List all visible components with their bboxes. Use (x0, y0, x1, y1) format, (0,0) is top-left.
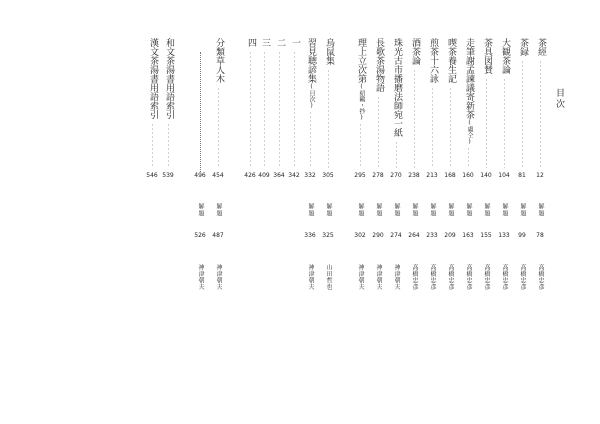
toc-author: 神津朝夫 (215, 264, 222, 290)
toc-commentary-label: 解題 (501, 203, 508, 217)
toc-commentary-page: 264 (408, 232, 420, 239)
toc-leader-dots (450, 87, 451, 168)
toc-leader-dots (310, 111, 311, 168)
toc-page-number: 270 (390, 172, 402, 179)
toc-page-number: 168 (444, 172, 456, 179)
toc-commentary-label: 解題 (483, 203, 490, 217)
toc-entry-title-text: 酒茶論 (410, 38, 420, 65)
toc-entry-subtitle: (紹鷗・抄) (358, 83, 365, 121)
toc-entry-title (374, 38, 383, 92)
toc-leader-dots (414, 69, 415, 168)
toc-page-number: 213 (426, 172, 438, 179)
toc-commentary-page: 209 (444, 232, 456, 239)
toc-entry-title-text: 一 (290, 38, 300, 47)
toc-author: 高橋忠彥 (483, 264, 490, 290)
toc-entry-title-text: 珠光古市播磨法師宛一紙 (392, 38, 402, 137)
toc-entry-title (482, 38, 491, 74)
toc-entry-title-text: 二 (275, 38, 285, 47)
toc-author: 神津朝夫 (307, 264, 314, 290)
toc-commentary-page: 487 (212, 232, 224, 239)
toc-leader-dots (264, 51, 265, 168)
toc-entry-title (246, 38, 255, 47)
toc-page-number: 409 (258, 172, 270, 179)
toc-commentary-label: 解題 (325, 203, 332, 217)
toc-entry-title (518, 38, 527, 56)
toc-author: 高橋忠彥 (429, 264, 436, 290)
toc-commentary-page: 336 (304, 232, 316, 239)
toc-author: 高橋忠彥 (501, 264, 508, 290)
toc-entry-title-text: 茶録 (518, 38, 528, 56)
toc-commentary-label: 解題 (447, 203, 454, 217)
toc-entry-title (536, 38, 545, 56)
toc-page-number: 364 (273, 172, 285, 179)
toc-commentary-page: 325 (322, 232, 334, 239)
toc-entry-title-text: 喫茶養生記 (446, 38, 456, 83)
toc-entry-subtitle: (盧仝) (466, 119, 473, 145)
toc-entry-title (164, 38, 173, 119)
toc-page-number: 12 (536, 172, 544, 179)
toc-author: 高橋忠彥 (447, 264, 454, 290)
toc-entry-title (260, 38, 269, 47)
toc-leader-dots (396, 141, 397, 168)
toc-entry-title (500, 38, 509, 74)
toc-entry-title (428, 38, 437, 83)
toc-commentary-label: 解題 (357, 203, 364, 217)
toc-page-number: 342 (288, 172, 300, 179)
toc-leader-dots (200, 52, 202, 172)
toc-entry-title-text: 理上立次第 (356, 38, 366, 83)
toc-commentary-page: 99 (518, 232, 526, 239)
toc-author: 高橋忠彥 (465, 264, 472, 290)
toc-commentary-label: 解題 (215, 203, 222, 217)
toc-entry-title (275, 38, 284, 47)
toc-page-number: 238 (408, 172, 420, 179)
toc-commentary-label: 解題 (465, 203, 472, 217)
toc-commentary-label: 解題 (307, 203, 314, 217)
toc-entry-title-text: 和文茶湯書用語索引 (164, 38, 174, 119)
toc-author: 神津朝夫 (393, 264, 400, 290)
toc-commentary-label: 解題 (537, 203, 544, 217)
toc-commentary-page: 155 (480, 232, 492, 239)
toc-entry-title-text: 漢文茶湯書用語索引 (148, 38, 158, 119)
toc-leader-dots (432, 87, 433, 168)
toc-page-number: 546 (146, 172, 158, 179)
toc-page-number: 81 (518, 172, 526, 179)
toc-author: 神津朝夫 (375, 264, 382, 290)
toc-entry-title (324, 38, 333, 65)
toc-leader-dots (540, 60, 541, 168)
toc-entry-title (446, 38, 455, 83)
toc-author: 山田哲也 (325, 264, 332, 290)
toc-entry-title (148, 38, 157, 119)
toc-page-number: 426 (244, 172, 256, 179)
toc-page-number: 496 (194, 172, 206, 179)
toc-commentary-label: 解題 (411, 203, 418, 217)
toc-page-number: 295 (354, 172, 366, 179)
toc-commentary-label: 解題 (197, 203, 204, 217)
toc-leader-dots (218, 87, 219, 168)
toc-leader-dots (360, 123, 361, 168)
toc-entry-title-text: 三 (260, 38, 270, 47)
toc-entry-title-text: 茶經 (536, 38, 546, 56)
toc-leader-dots (294, 51, 295, 168)
toc-commentary-label: 解題 (375, 203, 382, 217)
toc-commentary-page: 274 (390, 232, 402, 239)
toc-leader-dots (168, 123, 169, 168)
toc-page-number: 104 (498, 172, 510, 179)
toc-commentary-page: 302 (354, 232, 366, 239)
toc-commentary-label: 解題 (393, 203, 400, 217)
toc-commentary-page: 78 (536, 232, 544, 239)
toc-entry-title-text: 四 (246, 38, 256, 47)
toc-entry-title (290, 38, 299, 47)
toc-commentary-page: 233 (426, 232, 438, 239)
toc-commentary-page: 526 (194, 232, 206, 239)
toc-entry-title (306, 38, 315, 109)
toc-entry-title-text: 習見聴諺集 (306, 38, 316, 83)
toc-entry-title (464, 38, 473, 145)
toc-leader-dots (152, 123, 153, 168)
toc-commentary-label: 解題 (519, 203, 526, 217)
toc-leader-dots (328, 69, 329, 168)
toc-entry-title-text: 大観茶論 (500, 38, 510, 74)
toc-entry-title-text: 分類草人木 (214, 38, 224, 83)
toc-leader-dots (504, 78, 505, 168)
toc-leader-dots (250, 51, 251, 168)
toc-leader-dots (486, 78, 487, 168)
toc-page-number: 160 (462, 172, 474, 179)
toc-author: 高橋忠彥 (537, 264, 544, 290)
toc-page-number: 332 (304, 172, 316, 179)
toc-commentary-page: 163 (462, 232, 474, 239)
toc-page-number: 140 (480, 172, 492, 179)
toc-commentary-page: 290 (372, 232, 384, 239)
toc-author: 高橋忠彥 (519, 264, 526, 290)
toc-entry-title-text: 長歌茶湯物語 (374, 38, 384, 92)
toc-leader-dots (378, 96, 379, 168)
toc-entry-title-text: 烏鼠集 (324, 38, 334, 65)
toc-entry-title-text: 茶具図賛 (482, 38, 492, 74)
toc-page-number: 278 (372, 172, 384, 179)
toc-commentary-page: 133 (498, 232, 510, 239)
toc-author: 神津朝夫 (197, 264, 204, 290)
toc-entry-title-text: 煎茶十六詠 (428, 38, 438, 83)
toc-entry-subtitle: (目次) (308, 83, 315, 109)
toc-page-number: 454 (212, 172, 224, 179)
toc-entry-title (214, 38, 223, 83)
toc-author: 高橋忠彥 (411, 264, 418, 290)
toc-page-number: 539 (162, 172, 174, 179)
toc-entry-title (392, 38, 401, 137)
toc-leader-dots (468, 147, 469, 168)
toc-entry-title (356, 38, 365, 121)
toc-author: 神津朝夫 (357, 264, 364, 290)
toc-leader-dots (279, 51, 280, 168)
toc-leader-dots (522, 60, 523, 168)
toc-page-number: 305 (322, 172, 334, 179)
toc-entry-title (410, 38, 419, 65)
toc-commentary-label: 解題 (429, 203, 436, 217)
toc-header: 目次 (554, 88, 564, 110)
toc-entry-title-text: 走筆謝孟諫議寄新茶 (464, 38, 474, 119)
